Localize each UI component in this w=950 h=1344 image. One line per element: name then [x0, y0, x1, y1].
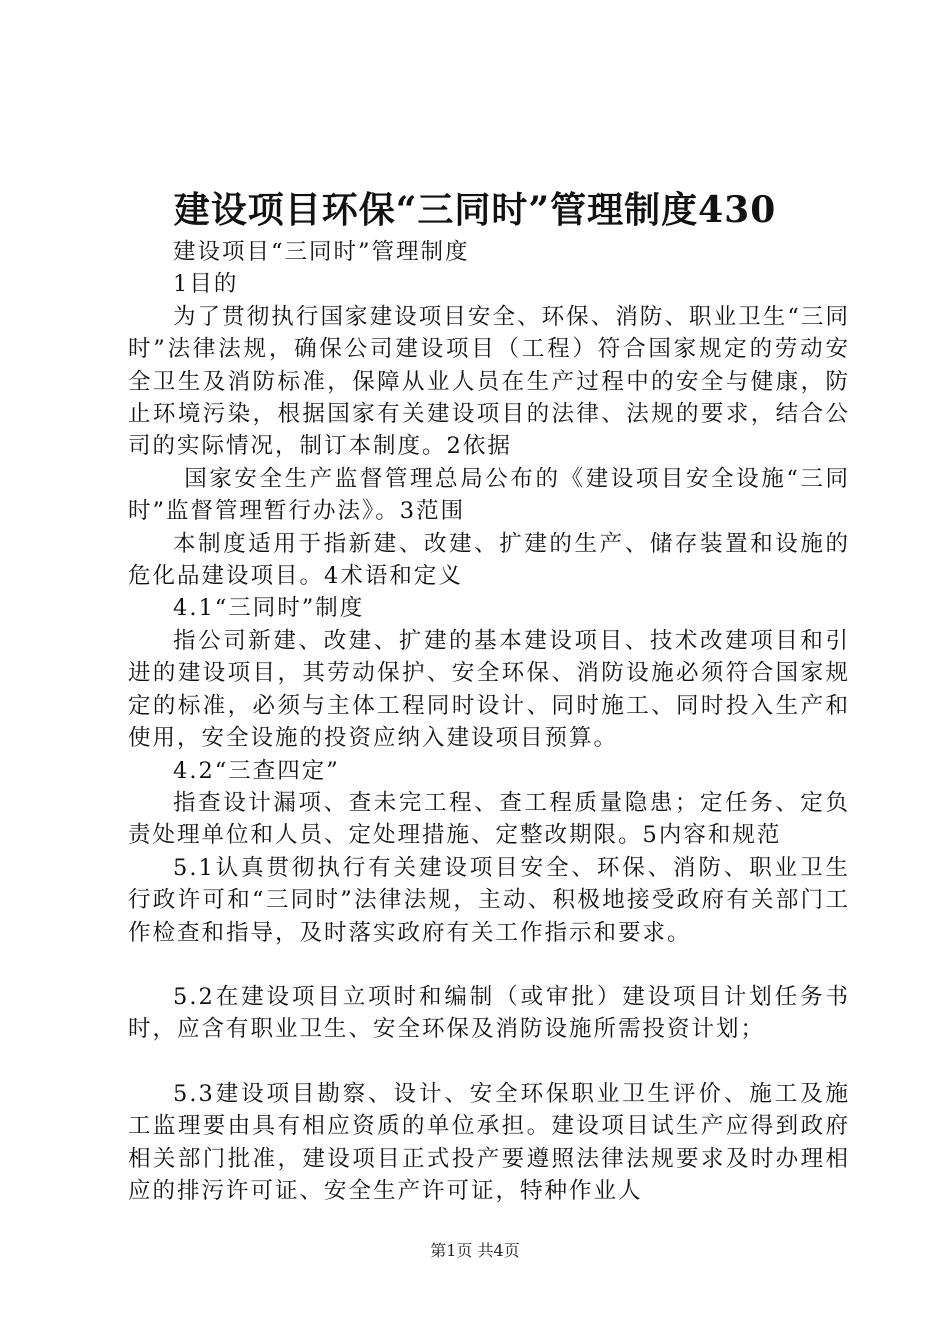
document-body — [128, 236, 850, 1207]
paragraph-section-1-heading: 1目的 — [173, 271, 239, 298]
paragraph-scope: 本制度适用于指新建、改建、扩建的生产、储存装置和设施的危化品建设项目。4术语和定义 — [128, 530, 850, 590]
paragraph-section-4-2-heading: 4.2“三查四定” — [173, 757, 340, 784]
paragraph-purpose: 为了贯彻执行国家建设项目安全、环保、消防、职业卫生“三同时”法律法规，确保公司建设项目（工程）符合国家规定的劳动安全卫生及消防标准，保障从业人员在生产过程中的安全与健康，防止环境污染，根据国家有关建设项目的法律、法规的要求，结合公司的实际情况，制订本制度。2依据 — [128, 303, 850, 460]
paragraph-clause-5-1: 5.1认真贯彻执行有关建设项目安全、环保、消防、职业卫生行政许可和“三同时”法律法规，主动、积极地接受政府有关部门工作检查和指导，及时落实政府有关工作指示和要求。 — [128, 854, 850, 946]
paragraph-clause-5-2: 5.2在建设项目立项时和编制（或审批）建设项目计划任务书时，应含有职业卫生、安全环保及消防设施所需投资计划； — [128, 983, 850, 1043]
paragraph-subtitle: 建设项目“三同时”管理制度 — [173, 239, 470, 265]
paragraph-definition-4-2: 指查设计漏项、查未完工程、查工程质量隐患；定任务、定负责处理单位和人员、定处理措施、定整改期限。5内容和规范 — [128, 789, 850, 849]
paragraph-basis: 国家安全生产监督管理总局公布的《建设项目安全设施“三同时”监督管理暂行办法》。3范围 — [128, 465, 850, 525]
paragraph-clause-5-3: 5.3建设项目勘察、设计、安全环保职业卫生评价、施工及施工监理要由具有相应资质的单位承担。建设项目试生产应得到政府相关部门批准，建设项目正式投产要遵照法律法规要求及时办理相应的排污许可证、安全生产许可证，特种作业人 — [128, 1080, 850, 1204]
paragraph-section-4-1-heading: 4.1“三同时”制度 — [173, 595, 365, 622]
document-title: 建设项目环保“三同时”管理制度430 — [173, 189, 777, 231]
page-footer: 第1页 共4页 — [430, 1241, 520, 1260]
paragraph-definition-4-1: 指公司新建、改建、扩建的基本建设项目、技术改建项目和引进的建设项目，其劳动保护、安全环保、消防设施必须符合国家规定的标准，必须与主体工程同时设计、同时施工、同时投入生产和使用，安全设施的投资应纳入建设项目预算。 — [128, 627, 850, 752]
